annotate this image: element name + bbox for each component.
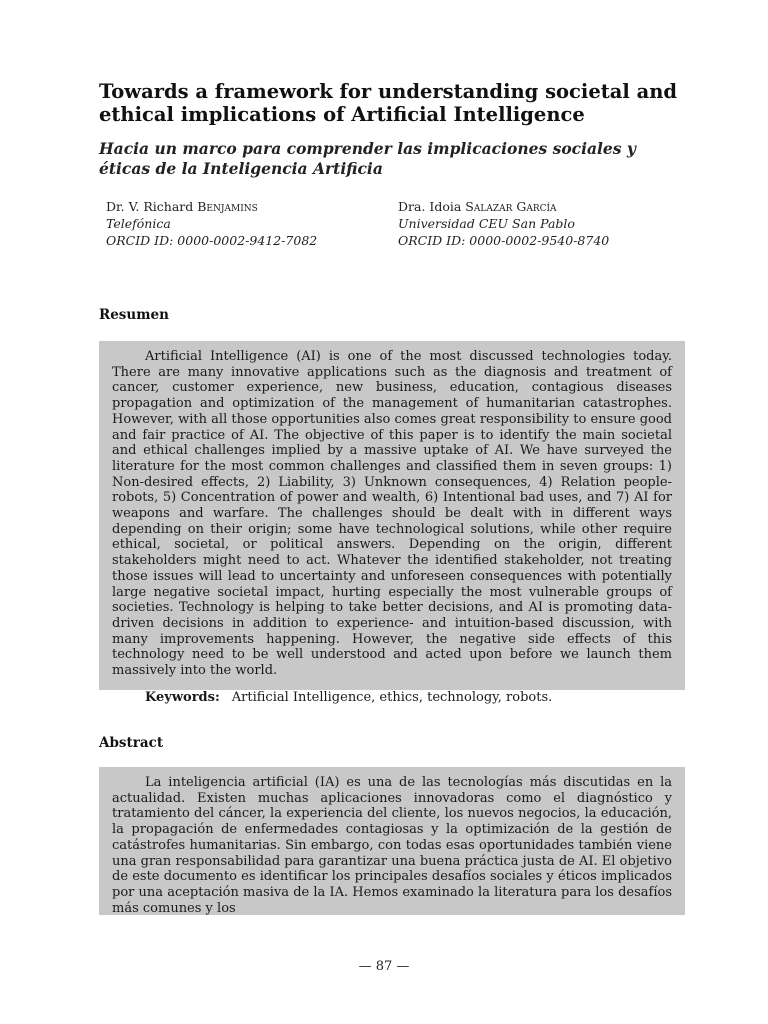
author-block-2: [398, 198, 698, 249]
paper-title: Towards a framework for understanding societal and ethical implications of Artificial Intelligence: [99, 80, 678, 126]
abstract-body: La inteligencia artificial (IA) es una de las tecnologías más discutidas en la actualidad. Existen muchas aplicaciones innovadoras como el diagnóstico y tratamiento del cáncer, la experiencia del cliente, los nuevos negocios, la educación, la propagación de enfermedades contagiosas y la optimización de la gestión de catástrofes humanitarias. Sin embargo, con todas esas oportunidades también viene una gran responsabilidad para garantizar una buena práctica justa de AI. El objetivo de este documento es identificar los principales desafíos sociales y éticos implicados por una aceptación masiva de la IA. Hemos examinado la literatura para los desafíos más comunes y los: [112, 775, 672, 915]
author-orcid: ORCID ID: 0000-0002-9540-8740: [398, 233, 610, 248]
author-affiliation: Universidad CEU San Pablo: [398, 216, 575, 231]
author-surname: Benjamins: [197, 199, 258, 214]
resumen-body: Artificial Intelligence (AI) is one of the most discussed technologies today. There are many innovative applications such as the diagnosis and treatment of cancer, customer experience, new business, education, contagious diseases propagation and optimization of the management of humanitarian catastrophes. However, with all those opportunities also comes great responsibility to ensure good and fair practice of AI. The objective of this paper is to identify the main societal and ethical challenges implied by a massive uptake of AI. We have surveyed the literature for the most common challenges and classified them in seven groups: 1) Non-desired effects, 2) Liability, 3) Unknown consequences, 4) Relation people-robots, 5) Concentration of power and wealth, 6) Intentional bad uses, and 7) AI for weapons and warfare. The challenges should be dealt with in different ways depending on their origin; some have technological solutions, while other require ethical, societal, or political answers. Depending on the origin, different stakeholders might need to act. Whatever the identified stakeholder, not treating those issues will lead to uncertainty and unforeseen consequences with potentially large negative societal impact, hurting especially the most vulnerable groups of societies. Technology is helping to take better decisions, and AI is promoting data-driven decisions in addition to experience- and intuition-based discussion, with many improvements happening. However, the negative side effects of this technology need to be well understood and acted upon before we launch them massively into the world.: [112, 349, 672, 679]
resumen-heading: Resumen: [99, 307, 169, 323]
paper-subtitle: Hacia un marco para comprender las implicaciones sociales y éticas de la Inteligencia Artificia: [99, 139, 636, 178]
author-affiliation: Telefónica: [106, 216, 171, 231]
author-name-prefix: Dr. V. Richard: [106, 199, 198, 214]
author-name-prefix: Dra. Idoia: [398, 199, 466, 214]
author-block-1: [106, 198, 406, 249]
keywords-text: Artificial Intelligence, ethics, technology, robots.: [231, 689, 553, 705]
author-surname: Salazar García: [465, 199, 557, 214]
page-number: — 87 —: [358, 959, 410, 974]
keywords-label: Keywords:: [145, 689, 220, 705]
resumen-box: [99, 341, 685, 705]
abstract-heading: Abstract: [99, 735, 164, 751]
abstract-box: [99, 767, 685, 915]
author-orcid: ORCID ID: 0000-0002-9412-7082: [106, 233, 318, 248]
keywords-line: [112, 690, 672, 706]
